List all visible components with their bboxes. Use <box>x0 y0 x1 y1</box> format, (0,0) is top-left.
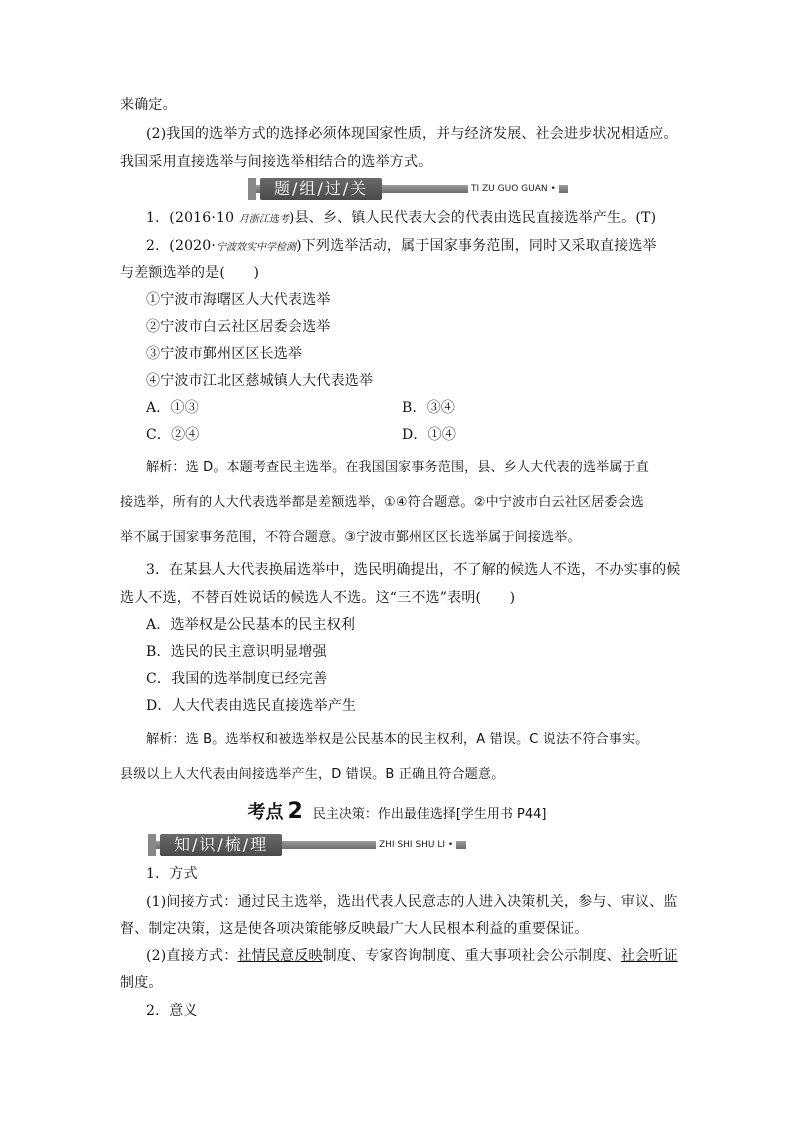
section-banner-ti-zu-guo-guan <box>248 178 568 200</box>
q2-analysis: 举不属于国家事务范围，不符合题意。③宁波市鄞州区区长选举属于间接选举。 <box>120 530 581 545</box>
q2-item: ④宁波市江北区慈城镇人大代表选举 <box>146 373 374 389</box>
banner-pin <box>148 834 156 856</box>
kaodian-label: 考点 <box>247 802 284 823</box>
intro-line: 我国采用直接选举与间接选举相结合的选举方式。 <box>120 154 433 170</box>
q2-analysis: 解析：选 D。本题考查民主选举。在我国国家事务范围，县、乡人大代表的选举属于直 <box>146 460 649 475</box>
section-banner-zhi-shi-shu-li <box>148 834 466 856</box>
banner-en-label: TI ZU GUO GUAN • <box>468 183 559 195</box>
knowledge-direct <box>146 946 678 966</box>
q2-item: ①宁波市海曙区人大代表选举 <box>146 292 331 308</box>
banner-pin <box>248 178 256 200</box>
direct-underlined-1: 社情民意反映 <box>237 948 323 964</box>
q3-option-c: C．我国的选举制度已经完善 <box>146 671 328 687</box>
kaodian-number: 2 <box>287 799 303 824</box>
q3-option-a: A．选举权是公民基本的民主权利 <box>146 617 356 633</box>
q3-analysis: 县级以上人大代表由间接选举产生，D 错误。B 正确且符合题意。 <box>120 767 505 782</box>
knowledge-direct-cont: 制度。 <box>120 975 163 991</box>
question-3-cont: 选人不选，不替百姓说话的候选人不选。这“三不选”表明( ) <box>120 590 516 606</box>
q2-item: ②宁波市白云社区居委会选举 <box>146 319 331 335</box>
direct-prefix: (2)直接方式： <box>146 948 238 964</box>
question-2-cont: 与差额选举的是( ) <box>120 265 260 281</box>
kaodian-heading <box>0 800 794 827</box>
question-2 <box>146 236 657 258</box>
q3-option-d: D．人大代表由选民直接选举产生 <box>146 698 357 714</box>
q2-option-d: D．①④ <box>402 427 457 443</box>
banner-title: 题/组/过/关 <box>260 178 382 200</box>
question-3: 3．在某县人大代表换届选举中，选民明确提出，不了解的候选人不选，不办实事的候 <box>146 562 681 578</box>
q2-item: ③宁波市鄞州区区长选举 <box>146 346 303 362</box>
q2-prefix: 2．(2020· <box>146 238 217 254</box>
knowledge-indirect-cont: 督、制定决策，这是使各项决策能够反映最广大人民根本利益的重要保证。 <box>120 921 589 937</box>
q3-option-b: B．选民的民主意识明显增强 <box>146 644 327 660</box>
q3-analysis: 解析：选 B。选举权和被选举权是公民基本的民主权利，A 错误。C 说法不符合事实。 <box>146 732 649 747</box>
direct-underlined-2: 社会听证 <box>620 948 678 964</box>
q2-option-c: C．②④ <box>146 427 200 443</box>
knowledge-heading-2: 2．意义 <box>146 1003 198 1019</box>
q1-prefix: 1．(2016·10 <box>146 210 239 226</box>
knowledge-heading-1: 1．方式 <box>146 866 198 882</box>
q1-text: )县、乡、镇人民代表大会的代表由选民直接选举产生。(T) <box>288 210 657 226</box>
intro-line: 来确定。 <box>120 97 177 113</box>
banner-en-label: ZHI SHI SHU LI • <box>376 839 456 851</box>
banner-title: 知/识/梳/理 <box>160 834 282 856</box>
knowledge-indirect: (1)间接方式：通过民主选举，选出代表人民意志的人进入决策机关，参与、审议、监 <box>146 894 678 910</box>
intro-line: (2)我国的选举方式的选择必须体现国家性质，并与经济发展、社会进步状况相适应。 <box>146 126 678 142</box>
q2-text: )下列选举活动，属于国家事务范围，同时又采取直接选举 <box>296 238 657 254</box>
direct-mid: 制度、专家咨询制度、重大事项社会公示制度、 <box>322 948 621 964</box>
question-1 <box>146 208 656 230</box>
q2-option-a: A．①③ <box>146 400 199 416</box>
q2-option-b: B．③④ <box>402 400 456 416</box>
q2-source: 宁波效实中学检测 <box>216 242 297 253</box>
q1-source: 月浙江选考 <box>238 214 289 225</box>
kaodian-title: 民主决策：作出最佳选择[学生用书 P44] <box>312 807 547 822</box>
q2-analysis: 接选举，所有的人大代表选举都是差额选举，①④符合题意。②中宁波市白云社区居委会选 <box>120 495 644 510</box>
